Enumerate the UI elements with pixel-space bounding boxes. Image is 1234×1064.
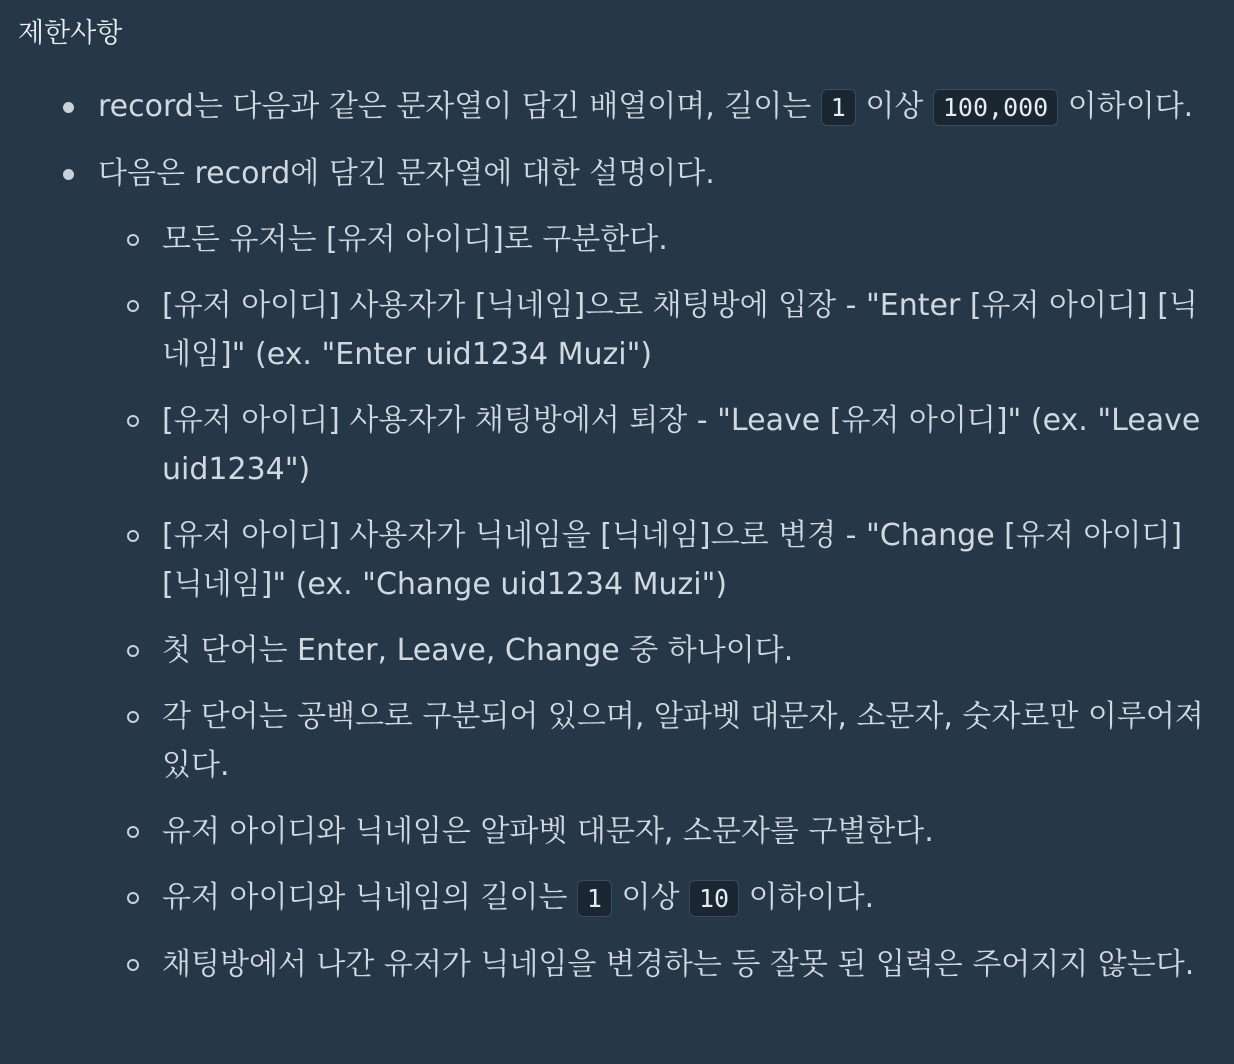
sub-list-item [63, 281, 1204, 379]
sub-item-text: 이하이다. [739, 880, 875, 915]
circle-bullet-icon [127, 711, 139, 723]
constraints-list [0, 82, 1234, 1006]
sub-list-item [63, 215, 1204, 264]
sub-list-item [63, 396, 1204, 494]
sub-item-text: 채팅방에서 나간 유저가 닉네임을 변경하는 등 잘못 된 입력은 주어지지 않는다. [162, 947, 1195, 982]
sub-item-text: 유저 아이디와 닉네임은 알파벳 대문자, 소문자를 구별한다. [162, 814, 934, 849]
sub-list-item [63, 692, 1204, 790]
sub-item-text: 유저 아이디와 닉네임의 길이는 [162, 880, 577, 915]
sub-list-item [63, 807, 1204, 856]
inline-code: 1 [577, 880, 612, 917]
sub-item-text: 모든 유저는 [유저 아이디]로 구분한다. [162, 222, 668, 257]
item-text: record는 다음과 같은 문자열이 담긴 배열이며, 길이는 [98, 89, 821, 124]
sub-item-text: 각 단어는 공백으로 구분되어 있으며, 알파벳 대문자, 소문자, 숫자로만 이루어져있다. [162, 699, 1204, 783]
sub-item-text: 첫 단어는 Enter, Leave, Change 중 하나이다. [162, 633, 794, 668]
sub-list-item [63, 873, 1204, 923]
section-title: 제한사항 [18, 18, 123, 49]
sub-item-text: [유저 아이디] 사용자가 채팅방에서 퇴장 - "Leave [유저 아이디]" (ex. "Leave uid1234") [162, 403, 1201, 487]
inline-code: 10 [689, 880, 739, 917]
sub-item-text: [유저 아이디] 사용자가 [닉네임]으로 채팅방에 입장 - "Enter [유저 아이디] [닉네임]" (ex. "Enter uid1234 Muzi") [162, 288, 1198, 372]
sub-list [63, 215, 1204, 989]
inline-code: 100,000 [933, 89, 1058, 126]
sub-item-text: [유저 아이디] 사용자가 닉네임을 [닉네임]으로 변경 - "Change [유저 아이디] [닉네임]" (ex. "Change uid1234 Muzi") [162, 518, 1183, 602]
inline-code: 1 [821, 89, 856, 126]
circle-bullet-icon [127, 645, 139, 657]
bullet-icon [63, 102, 74, 113]
item-text: 이하이다. [1058, 89, 1194, 124]
sub-list-item [63, 940, 1204, 989]
circle-bullet-icon [127, 234, 139, 246]
circle-bullet-icon [127, 959, 139, 971]
circle-bullet-icon [127, 826, 139, 838]
list-item [0, 82, 1234, 132]
bullet-icon [63, 169, 74, 180]
sub-list-item [63, 626, 1204, 675]
list-item [0, 149, 1234, 989]
circle-bullet-icon [127, 530, 139, 542]
circle-bullet-icon [127, 415, 139, 427]
sub-item-text: 이상 [611, 880, 689, 915]
circle-bullet-icon [127, 892, 139, 904]
circle-bullet-icon [127, 300, 139, 312]
item-text: 이상 [855, 89, 933, 124]
sub-list-item [63, 511, 1204, 609]
item-text: 다음은 record에 담긴 문자열에 대한 설명이다. [98, 156, 715, 191]
